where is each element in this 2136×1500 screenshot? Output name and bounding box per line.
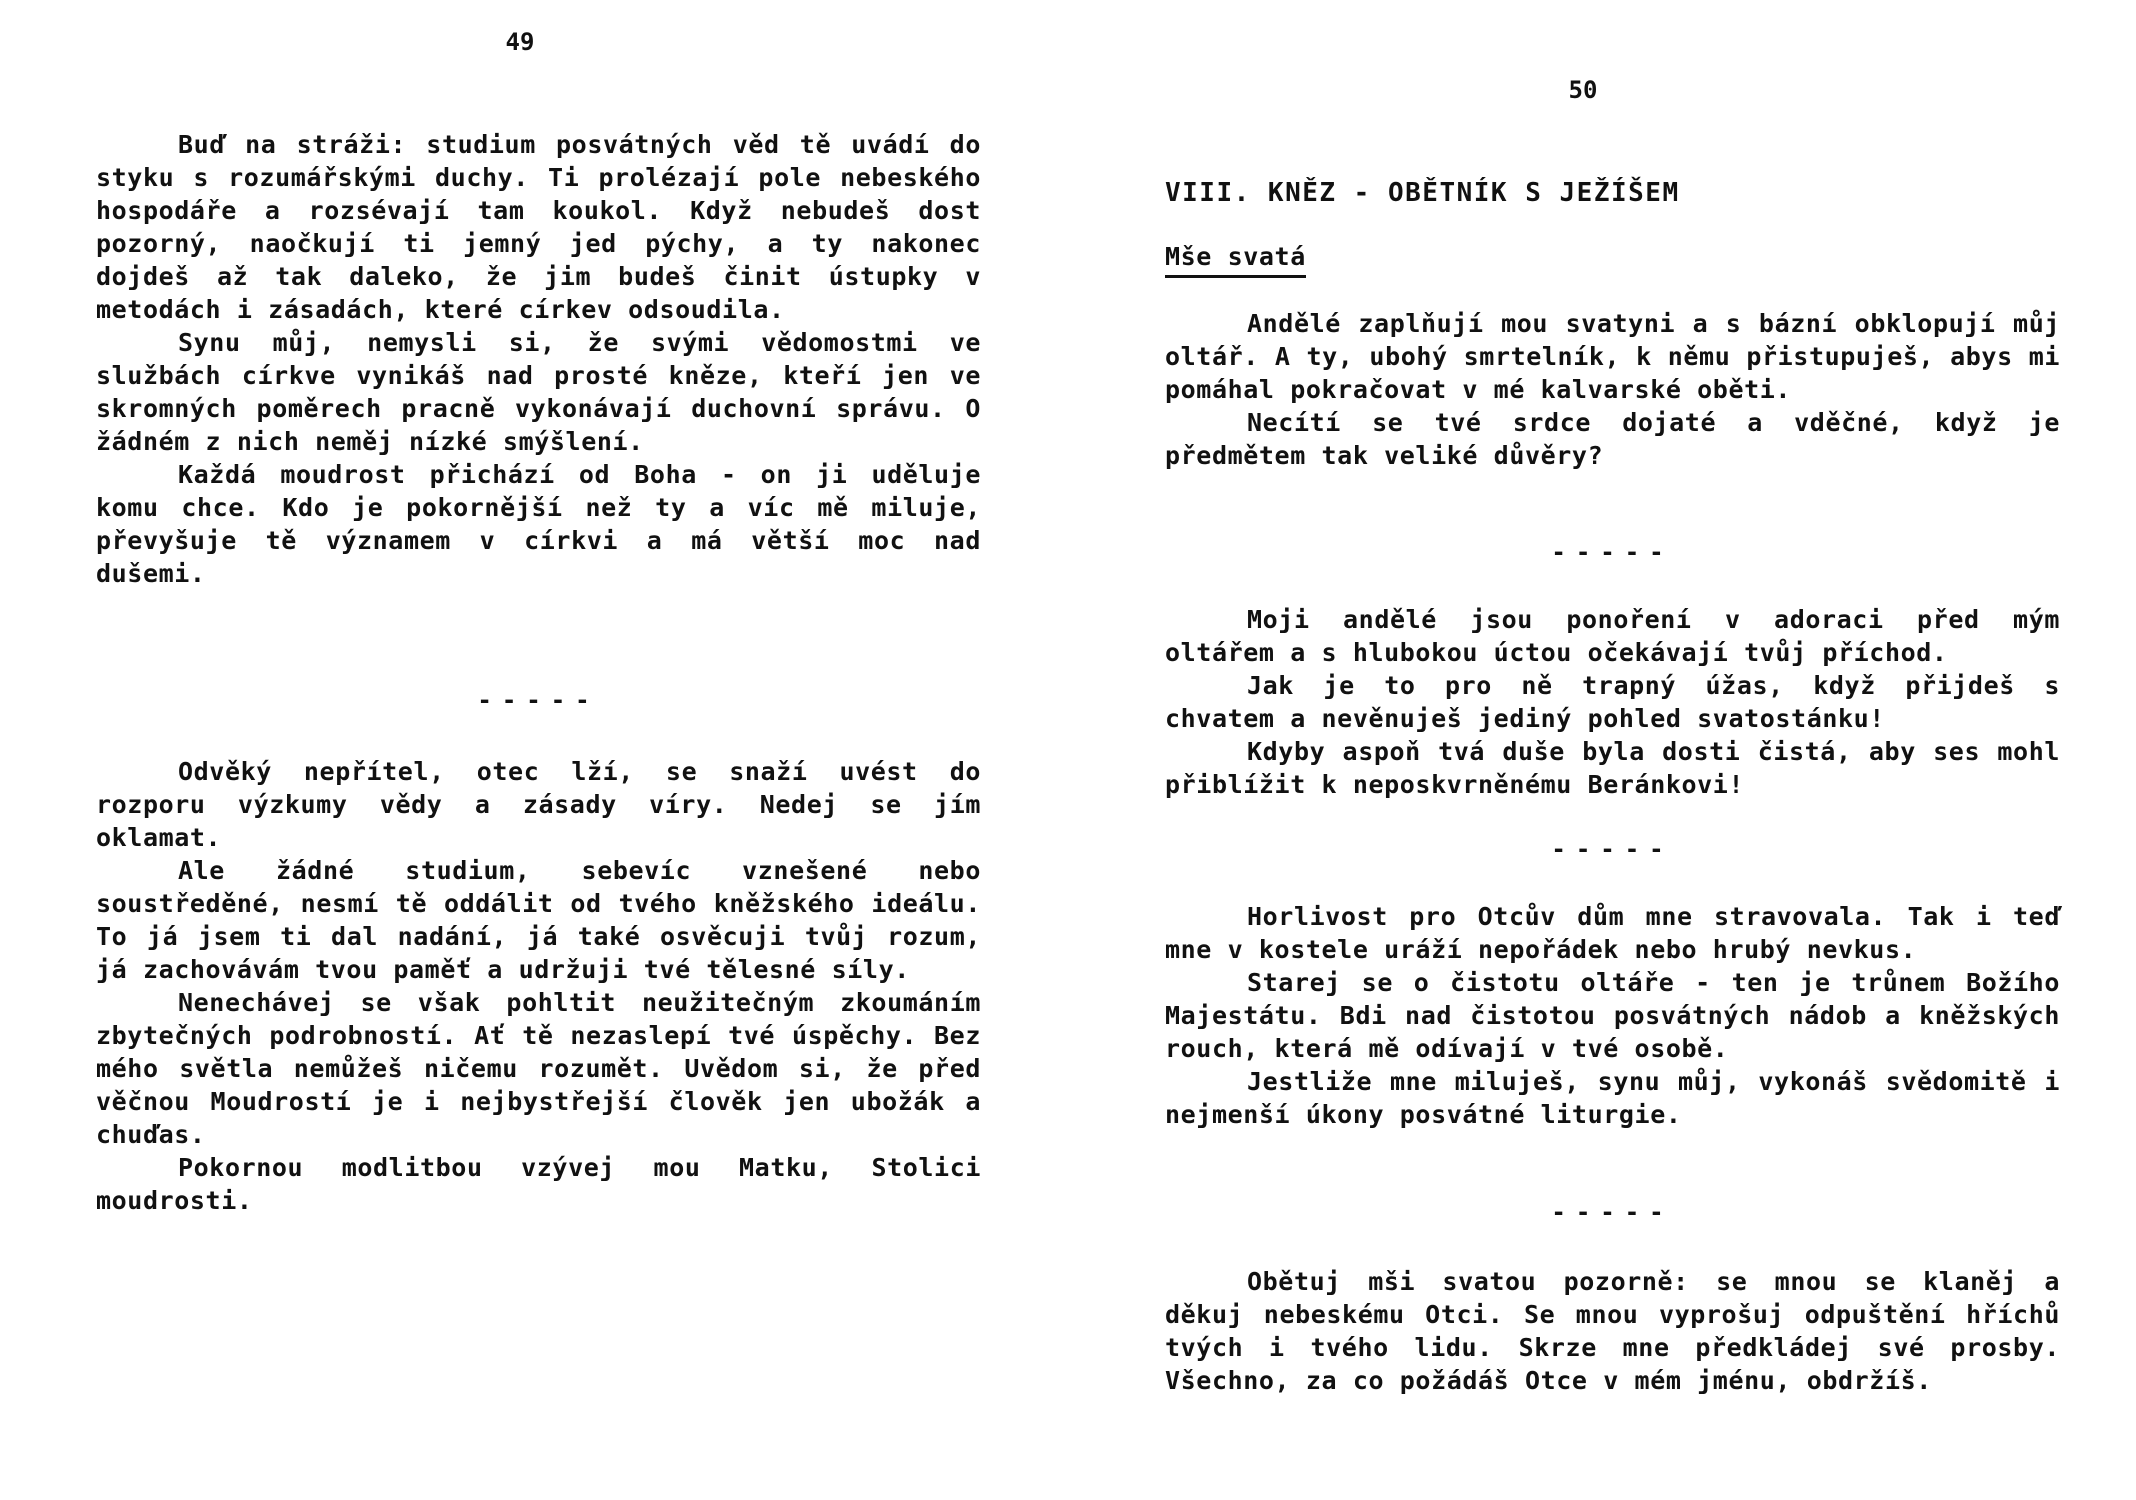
section-separator: ----- bbox=[1551, 538, 1674, 566]
paragraph: Moji andělé jsou ponoření v adoraci před mým oltářem a s hlubokou úctou očekávají tvůj příchod. bbox=[1165, 605, 2060, 667]
paragraph: Jestliže mne miluješ, synu můj, vykonáš svědomitě i nejmenší úkony posvátné liturgie. bbox=[1165, 1067, 2060, 1129]
paragraph: Obětuj mši svatou pozorně: se mnou se klaněj a děkuj nebeskému Otci. Se mnou vyprošuj odpuštění hříchů tvých i tvého lidu. Skrze mne předkládej své prosby. Všechno, za co požádáš Otce v mém jménu, obdržíš. bbox=[1165, 1267, 2060, 1395]
page-number: 49 bbox=[505, 28, 535, 56]
paragraph: Buď na stráži: studium posvátných věd tě uvádí do styku s rozumářskými duchy. Ti prolézají pole nebeského hospodáře a rozsévají tam koukol. Když nebudeš dost pozorný, naočkují ti jemný jed pýchy, a ty nakonec dojdeš až tak daleko, že jim budeš činit ústupky v metodách i zásadách, které církev odsoudila. bbox=[96, 130, 981, 324]
text-block bbox=[1165, 1265, 2060, 1397]
paragraph: Každá moudrost přichází od Boha - on ji uděluje komu chce. Kdo je pokornější než ty a víc mě miluje, převyšuje tě významem v církvi a má větší moc nad dušemi. bbox=[96, 460, 981, 588]
page-number: 50 bbox=[1568, 76, 1598, 104]
section-separator: ----- bbox=[1551, 1198, 1674, 1226]
paragraph: Jak je to pro ně trapný úžas, když přijdeš s chvatem a nevěnuješ jediný pohled svatostánku! bbox=[1165, 671, 2060, 733]
text-block bbox=[1165, 900, 2060, 1131]
paragraph: Odvěký nepřítel, otec lží, se snaží uvést do rozporu výzkumy vědy a zásady víry. Nedej se jím oklamat. bbox=[96, 757, 981, 852]
section-separator: ----- bbox=[1551, 835, 1674, 863]
paragraph: Starej se o čistotu oltáře - ten je trůnem Božího Majestátu. Bdi nad čistotou posvátných nádob a kněžských rouch, která mě odívají v tvé osobě. bbox=[1165, 968, 2060, 1063]
chapter-heading: VIII. KNĚZ - OBĚTNÍK S JEŽÍŠEM bbox=[1165, 178, 1680, 208]
section-separator: ----- bbox=[477, 686, 600, 714]
text-block bbox=[96, 755, 981, 1217]
paragraph: Andělé zaplňují mou svatyni a s bázní obklopují můj oltář. A ty, ubohý smrtelník, k němu přistupuješ, abys mi pomáhal pokračovat v mé kalvarské oběti. bbox=[1165, 309, 2060, 404]
paragraph: Necítí se tvé srdce dojaté a vděčné, když je předmětem tak veliké důvěry? bbox=[1165, 408, 2060, 470]
text-block bbox=[96, 128, 981, 590]
paragraph: Synu můj, nemysli si, že svými vědomostmi ve službách církve vynikáš nad prosté kněze, kteří jen ve skromných poměrech pracně vykonávají duchovní správu. O žádném z nich neměj nízké smýšlení. bbox=[96, 328, 981, 456]
paragraph: Ale žádné studium, sebevíc vznešené nebo soustředěné, nesmí tě oddálit od tvého kněžského ideálu. To já jsem ti dal nadání, já také osvěcuji tvůj rozum, já zachovávám tvou paměť a udržuji tvé tělesné síly. bbox=[96, 856, 981, 984]
paragraph: Horlivost pro Otcův dům mne stravovala. Tak i teď mne v kostele uráží nepořádek nebo hrubý nevkus. bbox=[1165, 902, 2060, 964]
text-block bbox=[1165, 603, 2060, 801]
paragraph: Nenechávej se však pohltit neužitečným zkoumáním zbytečných podrobností. Ať tě nezaslepí tvé úspěchy. Bez mého světla nemůžeš ničemu rozumět. Uvědom si, že před věčnou Moudrostí je i nejbystřejší člověk jen ubožák a chuďas. bbox=[96, 988, 981, 1149]
paragraph: Kdyby aspoň tvá duše byla dosti čistá, aby ses mohl přiblížit k neposkvrněnému Beránkovi! bbox=[1165, 737, 2060, 799]
text-block bbox=[1165, 307, 2060, 472]
paragraph: Pokornou modlitbou vzývej mou Matku, Stolici moudrosti. bbox=[96, 1153, 981, 1215]
section-title: Mše svatá bbox=[1165, 242, 1306, 278]
